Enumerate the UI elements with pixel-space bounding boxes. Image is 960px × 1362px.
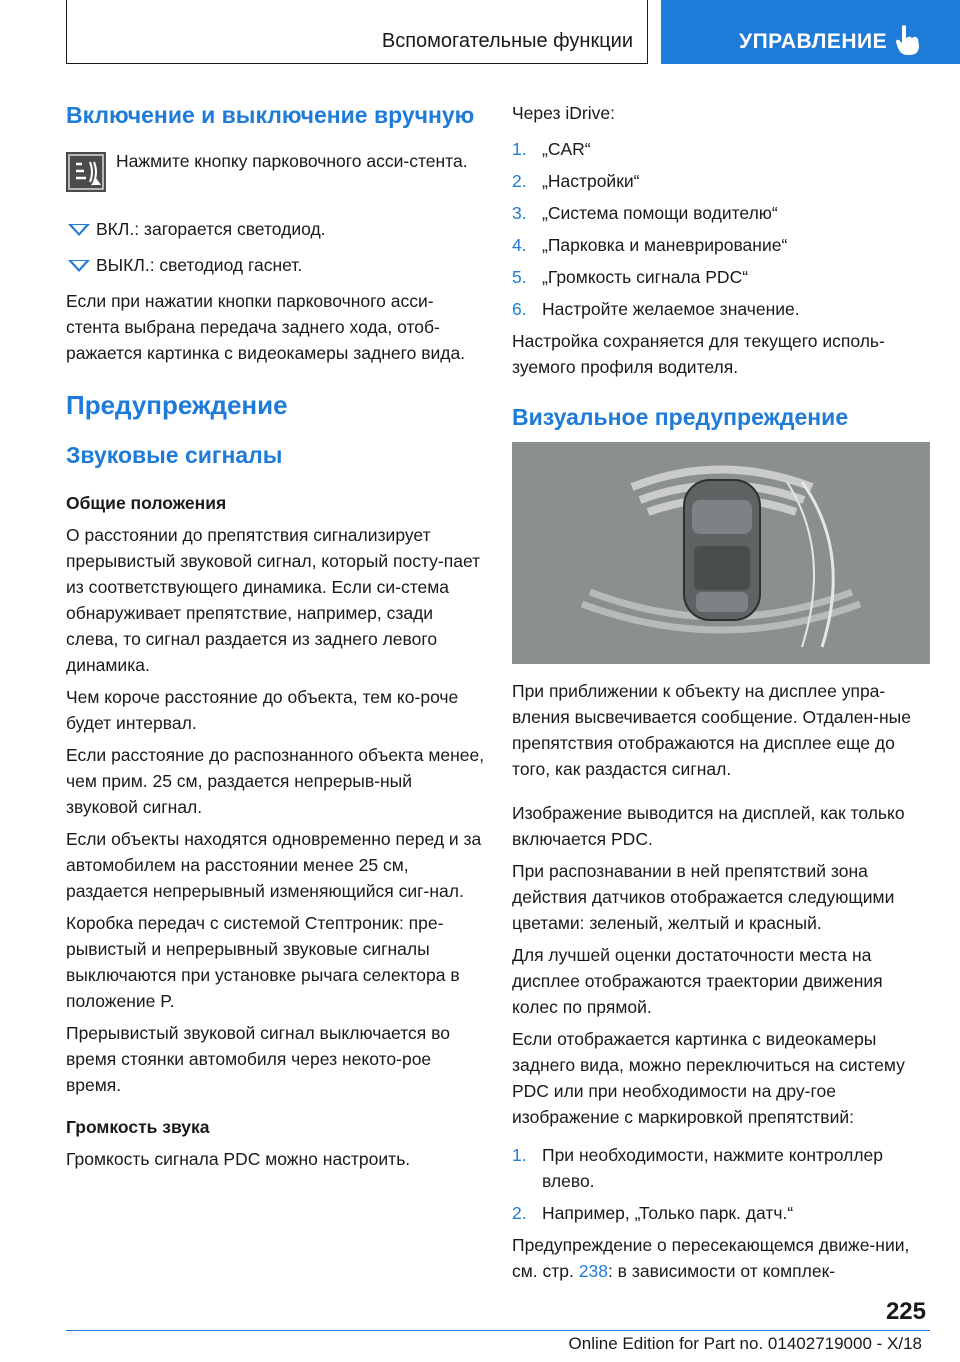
bullet-on: ВКЛ.: загорается светодиод. [66, 216, 486, 242]
step-2: 2. „Настройки“ [512, 171, 640, 191]
paragraph-6: Прерывистый звуковой сигнал выключается во время стоянки автомобиля через некото-рое время. [66, 1023, 450, 1095]
page-link-238[interactable]: 238 [578, 1261, 608, 1281]
paragraph-saved: Настройка сохраняется для текущего исполь-зуемого профиля водителя. [512, 331, 885, 377]
heading-manual: Включение и выключение вручную [66, 102, 475, 128]
heading-sounds: Звуковые сигналы [66, 442, 283, 468]
parking-assistant-button-icon [66, 152, 106, 192]
heading-general: Общие положения [66, 493, 227, 513]
paragraph-4: Если объекты находятся одновременно перед и за автомобилем на расстоянии менее 25 см, раздается непрерывный изменяющийся сиг-нал. [66, 829, 482, 901]
button-instruction [66, 148, 486, 198]
step-1: 1. „CAR“ [512, 139, 591, 159]
header-chapter-tab[interactable] [661, 0, 960, 64]
footer-edition: Online Edition for Part no. 01402719000 - X/18 [568, 1334, 922, 1353]
page-number: 225 [885, 1298, 926, 1325]
paragraph-v4: Для лучшей оценки достаточности места на дисплее отображаются траектории движения колес по прямой. [512, 945, 883, 1017]
triangle-bullet-icon [68, 224, 90, 236]
heading-visual: Визуальное предупреждение [512, 404, 849, 430]
paragraph-v2: Изображение выводится на дисплей, как только включается PDC. [512, 803, 905, 849]
header-section-box [66, 0, 648, 64]
step-4: 4. „Парковка и маневрирование“ [512, 235, 788, 255]
step-6: 6. Настройте желаемое значение. [512, 299, 800, 319]
step-3: 3. „Система помощи водителю“ [512, 203, 778, 223]
paragraph-5: Коробка передач с системой Стептроник: пре-рывистый и непрерывный звуковые сигналы выключаются при установке рычага селектора в положение P. [66, 913, 460, 1011]
paragraph-idrive: Через iDrive: [512, 103, 615, 123]
heading-volume: Громкость звука [66, 1117, 210, 1137]
hand-pointer-icon [894, 24, 922, 56]
paragraph-crossing: Предупреждение о пересекающемся движе-нии, см. стр. 238: в зависимости от комплек- [512, 1235, 910, 1281]
button-instruction-text: Нажмите кнопку парковочного асси-стента. [116, 151, 468, 171]
paragraph-v5: Если отображается картинка с видеокамеры заднего вида, можно переключиться на систему PDC или при необходимости на дру-гое изображение с маркировкой препятствий: [512, 1029, 905, 1127]
paragraph-3: Если расстояние до распознанного объекта менее, чем прим. 25 см, раздается непрерыв-ный звуковой сигнал. [66, 745, 485, 817]
paragraph-v1: При приближении к объекту на дисплее упра-вления высвечивается сообщение. Отдален-ные препятствия отображаются на дисплее еще до того, как раздастся сигнал. [512, 681, 911, 779]
chapter-title: УПРАВЛЕНИЕ [739, 30, 888, 53]
step2-1: 1. При необходимости, нажмите контроллер влево. [512, 1145, 883, 1191]
paragraph-v3: При распознавании в ней препятствий зона действия датчиков отображается следующими цветами: зеленый, желтый и красный. [512, 861, 895, 933]
right-column [512, 100, 930, 1290]
left-column [66, 100, 486, 1178]
section-title: Вспомогательные функции [381, 30, 633, 52]
bullet-off: ВЫКЛ.: светодиод гаснет. [66, 252, 486, 278]
pdc-display-image [512, 442, 930, 664]
footer-divider [66, 1330, 930, 1331]
triangle-bullet-icon [68, 260, 90, 272]
paragraph-2: Чем короче расстояние до объекта, тем ко-роче будет интервал. [66, 687, 459, 733]
paragraph-camera: Если при нажатии кнопки парковочного асси-стента выбрана передача заднего хода, отоб-ражается картинка с видеокамеры заднего вида. [66, 291, 466, 363]
step-5: 5. „Громкость сигнала PDC“ [512, 267, 749, 287]
heading-warning: Предупреждение [66, 390, 288, 420]
paragraph-7: Громкость сигнала PDC можно настроить. [66, 1149, 411, 1169]
step2-2: 2. Например, „Только парк. датч.“ [512, 1203, 794, 1223]
paragraph-1: О расстоянии до препятствия сигнализирует прерывистый звуковой сигнал, который посту-пает из соответствующего динамика. Если си-стема обнаруживает препятствие, например, сзади слева, то сигнал раздается из заднего левого динамика. [66, 525, 481, 675]
